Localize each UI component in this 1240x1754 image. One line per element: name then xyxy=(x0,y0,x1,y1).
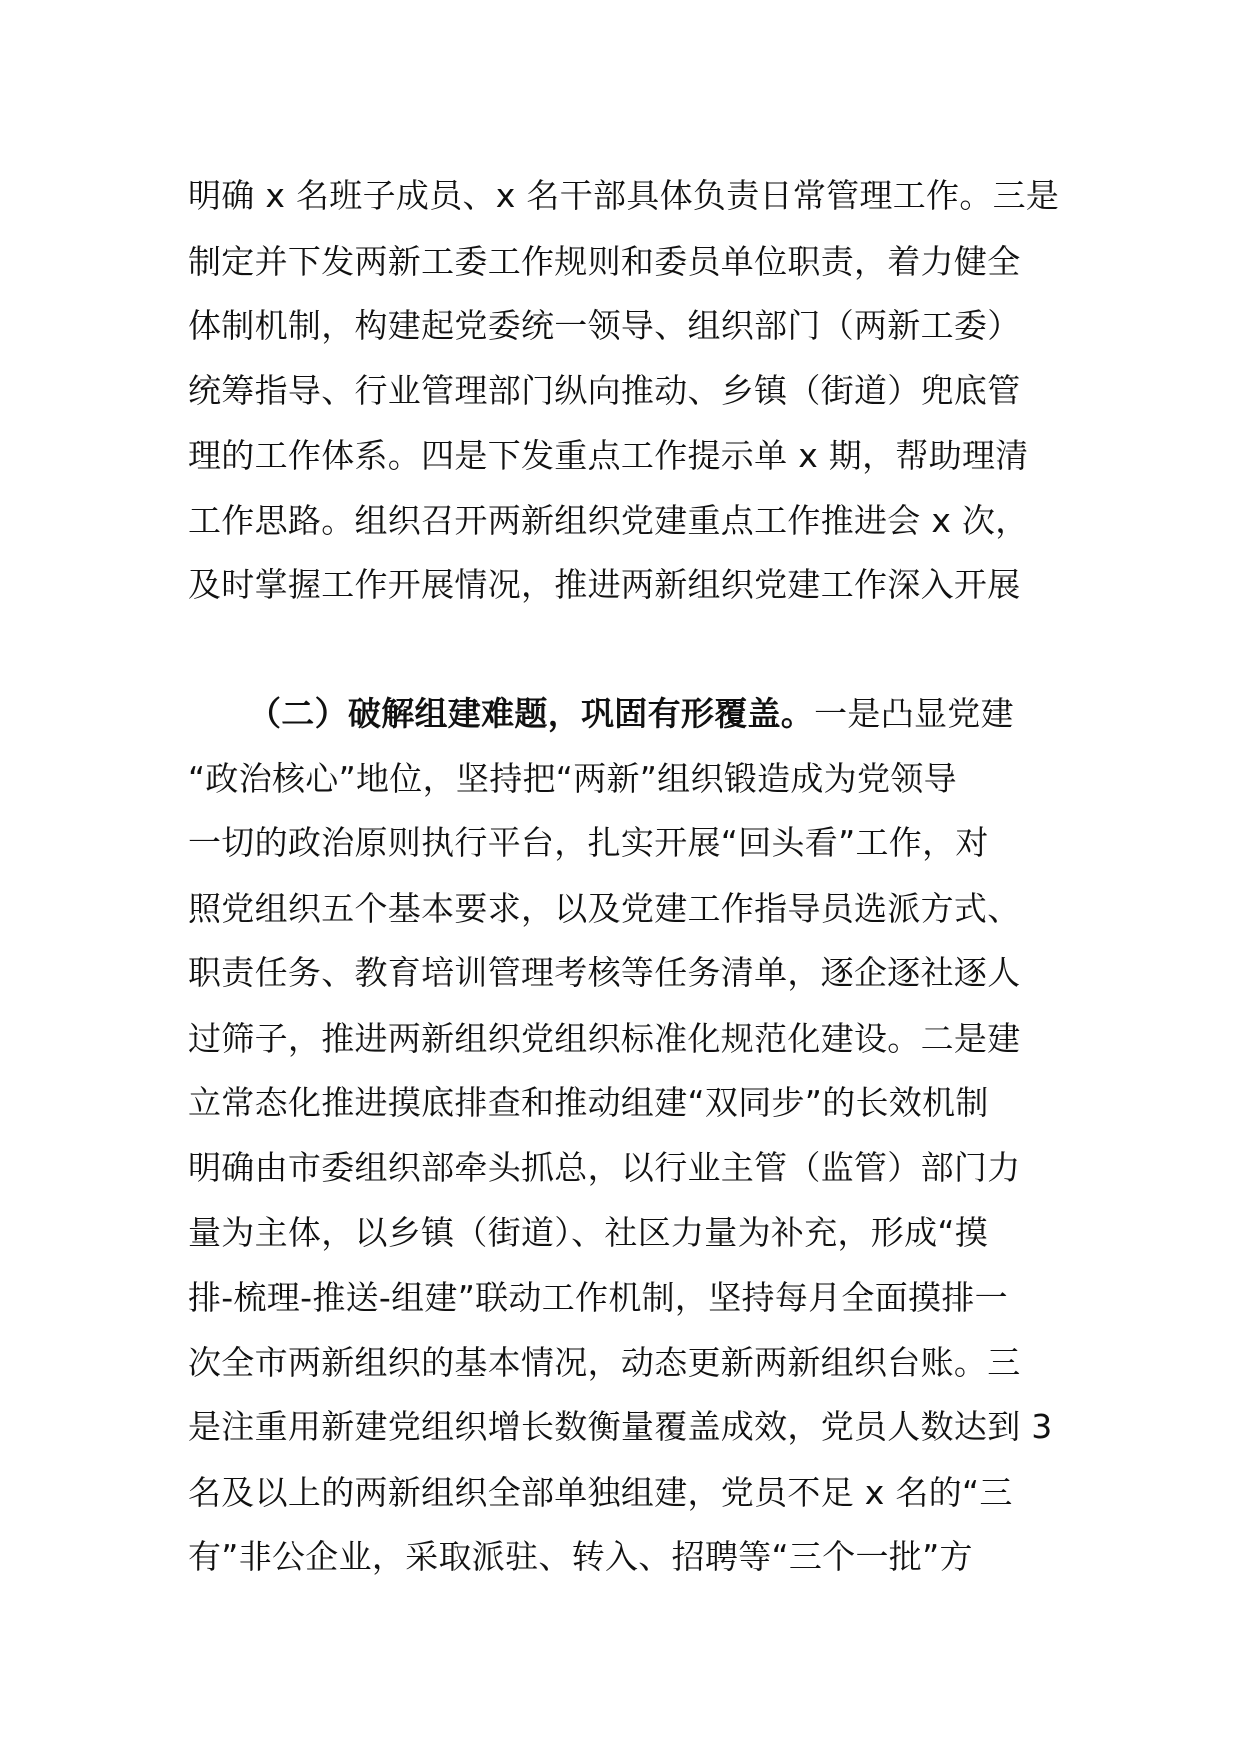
text-line: 体制机制，构建起党委统一领导、组织部门（两新工委） xyxy=(188,306,1021,345)
text-line: 排-梳理-推送-组建”联动工作机制，坚持每月全面摸排一 xyxy=(188,1278,1008,1317)
text-line: “政治核心”地位，坚持把“两新”组织锻造成为党领导 xyxy=(188,759,957,798)
text-line: 名及以上的两新组织全部单独组建，党员不足 x 名的“三 xyxy=(188,1473,1013,1512)
text-line: 明确 x 名班子成员、x 名干部具体负责日常管理工作。三是 xyxy=(188,176,1060,215)
text-line: 是注重用新建党组织增长数衡量覆盖成效，党员人数达到 3 xyxy=(188,1407,1053,1446)
text-line: 次全市两新组织的基本情况，动态更新两新组织台账。三 xyxy=(188,1343,1021,1382)
text-line: 职责任务、教育培训管理考核等任务清单，逐企逐社逐人 xyxy=(188,953,1021,992)
section-heading: （二）破解组建难题，巩固有形覆盖。 xyxy=(248,694,815,733)
text-line: 过筛子，推进两新组织党组织标准化规范化建设。二是建 xyxy=(188,1019,1021,1058)
text-line: 一切的政治原则执行平台，扎实开展“回头看”工作，对 xyxy=(188,823,989,862)
text-line: 工作思路。组织召开两新组织党建重点工作推进会 x 次， xyxy=(188,501,1029,540)
text-line: 统筹指导、行业管理部门纵向推动、乡镇（街道）兜底管 xyxy=(188,371,1021,410)
text-line: 理的工作体系。四是下发重点工作提示单 x 期，帮助理清 xyxy=(188,436,1029,475)
section-heading-line xyxy=(248,689,1060,739)
text-line: 立常态化推进摸底排查和推动组建“双同步”的长效机制 xyxy=(188,1083,989,1122)
text-line: 制定并下发两新工委工作规则和委员单位职责，着力健全 xyxy=(188,242,1021,281)
text-line: 照党组织五个基本要求，以及党建工作指导员选派方式、 xyxy=(188,889,1021,928)
text-line: 明确由市委组织部牵头抓总，以行业主管（监管）部门力 xyxy=(188,1148,1021,1187)
text-segment: 一是凸显党建 xyxy=(814,694,1014,733)
text-line: 有”非公企业，采取派驻、转入、招聘等“三个一批”方 xyxy=(188,1537,973,1576)
text-line: 量为主体，以乡镇（街道）、社区力量为补充，形成“摸 xyxy=(188,1213,989,1252)
text-line: 及时掌握工作开展情况，推进两新组织党建工作深入开展 xyxy=(188,565,1021,604)
